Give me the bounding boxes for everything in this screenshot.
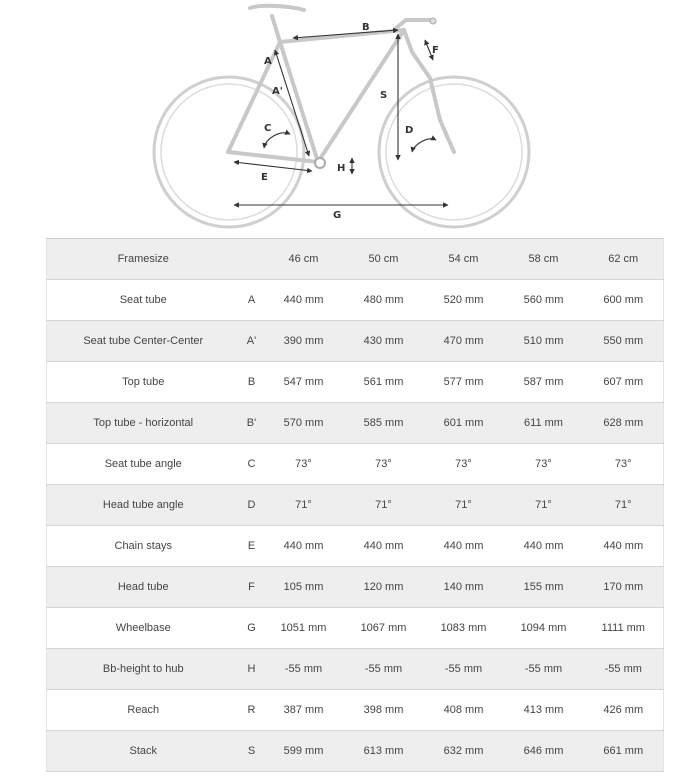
label-b: B [362, 22, 370, 33]
label-c: C [264, 123, 272, 134]
row-value-cell: 440 mm [344, 526, 424, 567]
row-name-cell: Stack [47, 731, 240, 772]
table-row [47, 649, 664, 690]
row-value-cell: 1094 mm [504, 608, 584, 649]
label-a-prime: A' [272, 86, 283, 97]
table-row [47, 526, 664, 567]
table-header-row [47, 239, 664, 280]
row-value-cell: 413 mm [504, 690, 584, 731]
row-code-cell: G [240, 608, 264, 649]
row-code-cell: S [240, 731, 264, 772]
row-name-cell: Bb-height to hub [47, 649, 240, 690]
row-value-cell: 601 mm [424, 403, 504, 444]
row-value-cell: 440 mm [424, 526, 504, 567]
row-value-cell: 480 mm [344, 280, 424, 321]
dim-a-arrow [275, 50, 309, 156]
header-size-cell: 58 cm [504, 239, 584, 280]
row-code-cell: H [240, 649, 264, 690]
row-code-cell: C [240, 444, 264, 485]
row-value-cell: 71° [584, 485, 664, 526]
header-size-cell: 54 cm [424, 239, 504, 280]
row-value-cell: 1067 mm [344, 608, 424, 649]
row-name-cell: Seat tube [47, 280, 240, 321]
row-code-cell: B' [240, 403, 264, 444]
row-value-cell: 470 mm [424, 321, 504, 362]
row-value-cell: 587 mm [504, 362, 584, 403]
table-row [47, 321, 664, 362]
row-value-cell: 71° [344, 485, 424, 526]
label-a: A [264, 56, 272, 67]
row-name-cell: Wheelbase [47, 608, 240, 649]
row-value-cell: 561 mm [344, 362, 424, 403]
header-size-cell: 62 cm [584, 239, 664, 280]
row-value-cell: 440 mm [504, 526, 584, 567]
geometry-table [46, 238, 664, 772]
row-value-cell: 520 mm [424, 280, 504, 321]
dim-c-arrow [264, 133, 290, 148]
row-value-cell: 430 mm [344, 321, 424, 362]
row-value-cell: 398 mm [344, 690, 424, 731]
row-value-cell: 613 mm [344, 731, 424, 772]
row-code-cell: A' [240, 321, 264, 362]
table-row [47, 362, 664, 403]
row-name-cell: Reach [47, 690, 240, 731]
handlebar-end [430, 18, 436, 24]
row-name-cell: Top tube [47, 362, 240, 403]
row-value-cell: -55 mm [344, 649, 424, 690]
row-value-cell: 547 mm [264, 362, 344, 403]
row-value-cell: 560 mm [504, 280, 584, 321]
label-h: H [337, 163, 346, 174]
label-s: S [380, 90, 388, 101]
row-code-cell: E [240, 526, 264, 567]
table-row [47, 444, 664, 485]
row-value-cell: 73° [584, 444, 664, 485]
row-value-cell: 632 mm [424, 731, 504, 772]
row-code-cell: A [240, 280, 264, 321]
dim-d-arrow [412, 139, 436, 152]
row-value-cell: 440 mm [264, 526, 344, 567]
row-value-cell: -55 mm [264, 649, 344, 690]
bike-geometry-svg [0, 0, 677, 236]
row-value-cell: 607 mm [584, 362, 664, 403]
row-value-cell: -55 mm [584, 649, 664, 690]
row-value-cell: 73° [264, 444, 344, 485]
label-g: G [333, 210, 342, 221]
row-value-cell: 510 mm [504, 321, 584, 362]
row-value-cell: 611 mm [504, 403, 584, 444]
row-value-cell: 1051 mm [264, 608, 344, 649]
row-value-cell: 387 mm [264, 690, 344, 731]
header-size-cell: 46 cm [264, 239, 344, 280]
bike-geometry-diagram [0, 0, 677, 236]
row-value-cell: 105 mm [264, 567, 344, 608]
row-value-cell: 1111 mm [584, 608, 664, 649]
header-name-cell: Framesize [47, 239, 240, 280]
row-value-cell: 71° [264, 485, 344, 526]
row-value-cell: 71° [424, 485, 504, 526]
table-row [47, 280, 664, 321]
row-value-cell: 600 mm [584, 280, 664, 321]
row-value-cell: -55 mm [504, 649, 584, 690]
geometry-table-body [47, 239, 664, 772]
row-value-cell: 426 mm [584, 690, 664, 731]
row-code-cell: B [240, 362, 264, 403]
table-row [47, 731, 664, 772]
row-value-cell: 628 mm [584, 403, 664, 444]
row-code-cell: F [240, 567, 264, 608]
row-name-cell: Head tube [47, 567, 240, 608]
row-name-cell: Seat tube angle [47, 444, 240, 485]
table-row [47, 608, 664, 649]
row-value-cell: 73° [344, 444, 424, 485]
bottom-bracket [315, 158, 325, 168]
row-value-cell: -55 mm [424, 649, 504, 690]
row-value-cell: 71° [504, 485, 584, 526]
table-row [47, 690, 664, 731]
row-value-cell: 570 mm [264, 403, 344, 444]
label-d: D [405, 125, 414, 136]
row-code-cell: D [240, 485, 264, 526]
row-value-cell: 155 mm [504, 567, 584, 608]
row-value-cell: 120 mm [344, 567, 424, 608]
header-code-cell [240, 239, 264, 280]
row-value-cell: 550 mm [584, 321, 664, 362]
row-name-cell: Top tube - horizontal [47, 403, 240, 444]
row-value-cell: 390 mm [264, 321, 344, 362]
row-value-cell: 73° [424, 444, 504, 485]
row-value-cell: 440 mm [584, 526, 664, 567]
row-name-cell: Chain stays [47, 526, 240, 567]
row-value-cell: 646 mm [504, 731, 584, 772]
table-row [47, 567, 664, 608]
row-value-cell: 408 mm [424, 690, 504, 731]
row-name-cell: Head tube angle [47, 485, 240, 526]
row-value-cell: 661 mm [584, 731, 664, 772]
row-code-cell: R [240, 690, 264, 731]
row-value-cell: 170 mm [584, 567, 664, 608]
row-value-cell: 585 mm [344, 403, 424, 444]
row-value-cell: 73° [504, 444, 584, 485]
header-size-cell: 50 cm [344, 239, 424, 280]
row-value-cell: 577 mm [424, 362, 504, 403]
table-row [47, 403, 664, 444]
row-value-cell: 140 mm [424, 567, 504, 608]
row-value-cell: 440 mm [264, 280, 344, 321]
row-name-cell: Seat tube Center-Center [47, 321, 240, 362]
label-f: F [432, 45, 439, 56]
row-value-cell: 1083 mm [424, 608, 504, 649]
row-value-cell: 599 mm [264, 731, 344, 772]
dim-e-arrow [234, 162, 312, 171]
table-row [47, 485, 664, 526]
label-e: E [261, 172, 268, 183]
